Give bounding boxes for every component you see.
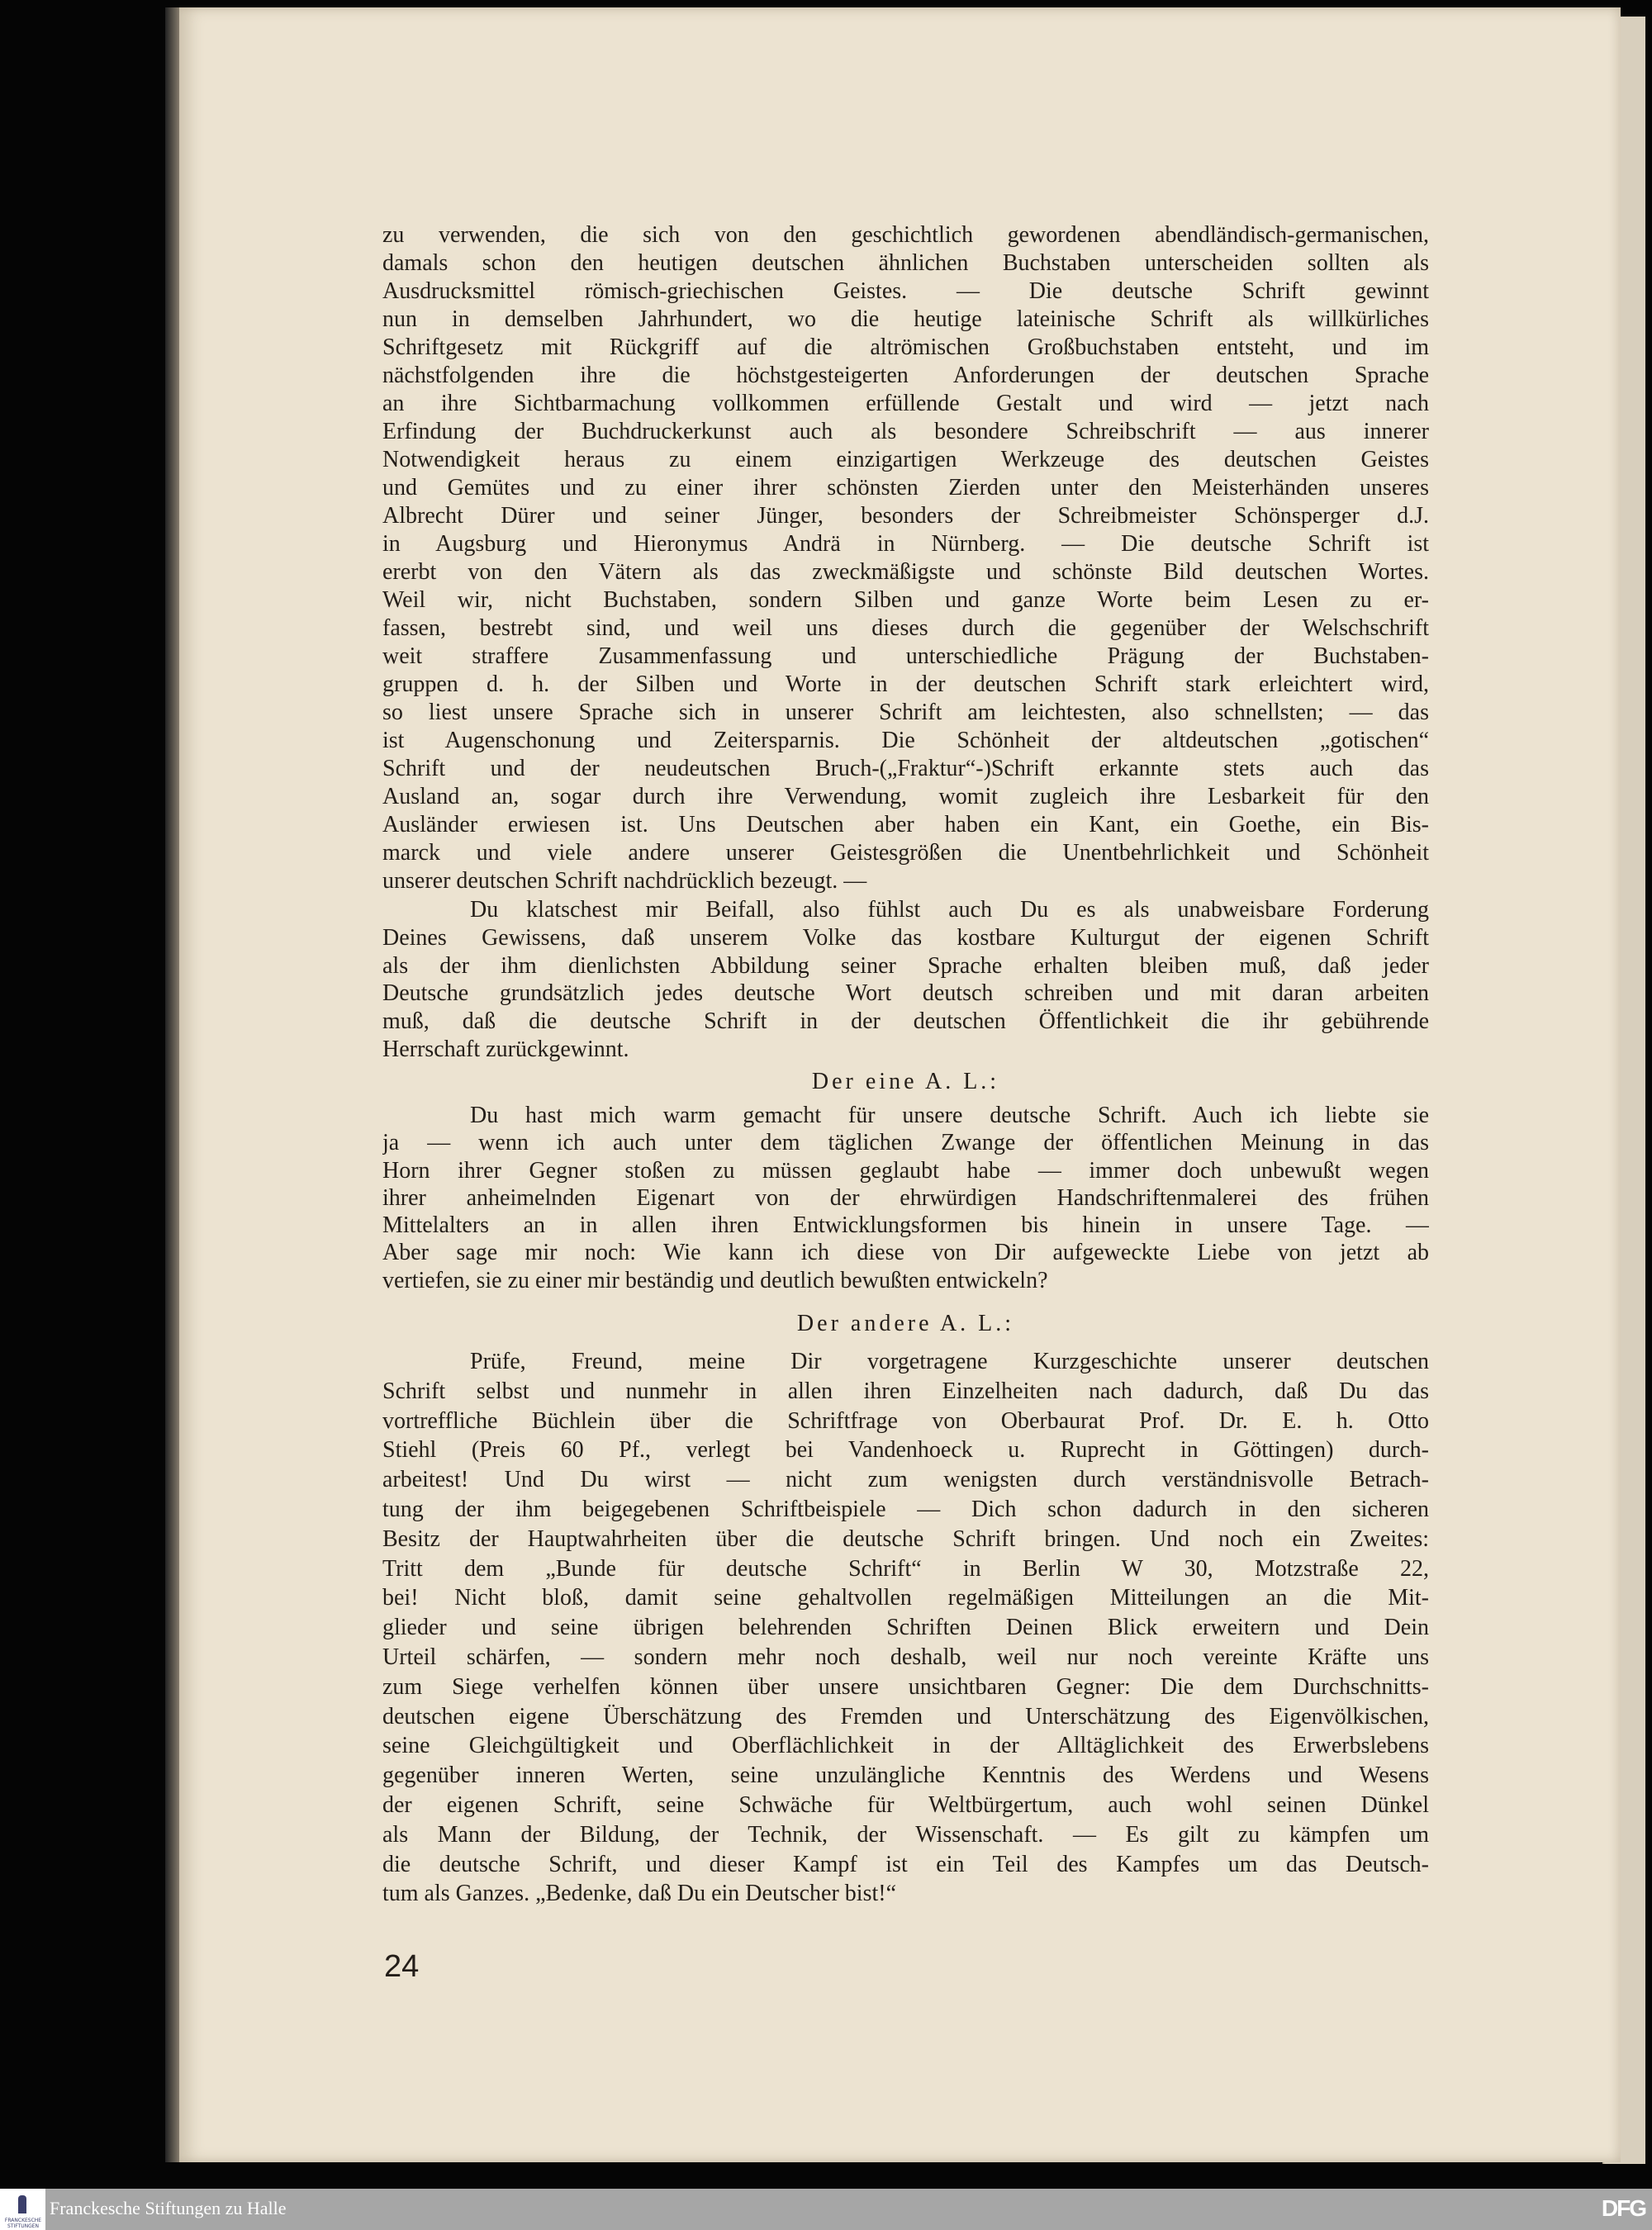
institution-logo	[0, 2189, 45, 2230]
institution-name: Franckesche Stiftungen zu Halle	[50, 2198, 287, 2218]
text-line: arbeitest! Und Du wirst — nicht zum wenigsten durch verständnisvolle Betrach-	[382, 1467, 1429, 1493]
text-line: der eigenen Schrift, seine Schwäche für Weltbürgertum, auch wohl seinen Dünkel	[382, 1791, 1429, 1818]
text-line: Prüfe, Freund, meine Dir vorgetragene Kurzgeschichte unserer deutschen	[470, 1349, 1429, 1374]
text-line: zu verwenden, die sich von den geschichtlich gewordenen abendländisch-germanischen,	[382, 222, 1429, 248]
text-line: Notwendigkeit heraus zu einem einzigartigen Werkzeuge des deutschen Geistes	[382, 447, 1429, 472]
text-line: als der ihm dienlichsten Abbildung seiner Sprache erhalten bleiben muß, daß jeder	[382, 952, 1429, 979]
speaker-heading-1: Der eine A. L.:	[811, 1069, 1000, 1094]
text-line: unserer deutschen Schrift nachdrücklich bezeugt. —	[382, 868, 867, 894]
text-line: Du klatschest mir Beifall, also fühlst auch Du es als unabweisbare Forderung	[470, 897, 1429, 923]
paragraph-4	[382, 1347, 1429, 1909]
speaker-heading-2: Der andere A. L.:	[796, 1311, 1015, 1336]
text-line: Stiehl (Preis 60 Pf., verlegt bei Vandenhoeck u. Ruprecht in Göttingen) durch-	[382, 1437, 1429, 1464]
text-line: Tritt dem „Bunde für deutsche Schrift“ in Berlin W 30, Motzstraße 22,	[382, 1555, 1429, 1582]
text-line: nun in demselben Jahrhundert, wo die heutige lateinische Schrift als willkürliches	[382, 306, 1429, 332]
text-line: fassen, bestrebt sind, und weil uns dieses durch die gegenüber der Welschschrift	[382, 615, 1429, 641]
logo-figure-icon	[18, 2195, 26, 2213]
text-line: in Augsburg und Hieronymus Andrä in Nürnberg. — Die deutsche Schrift ist	[382, 531, 1429, 557]
page-number: 24	[384, 1949, 420, 1984]
text-line: vortreffliche Büchlein über die Schriftfrage von Oberbaurat Prof. Dr. E. h. Otto	[382, 1407, 1429, 1434]
text-line: tung der ihm beigegebenen Schriftbeispiele — Dich schon dadurch in den sicheren	[382, 1496, 1429, 1522]
text-line: Ausländer erwiesen ist. Uns Deutschen aber haben ein Kant, ein Goethe, ein Bis-	[382, 812, 1429, 837]
text-line: Ausland an, sogar durch ihre Verwendung, womit zugleich ihre Lesbarkeit für den	[382, 784, 1429, 809]
text-line: Deines Gewissens, daß unserem Volke das kostbare Kulturgut der eigenen Schrift	[382, 924, 1429, 951]
paragraph-3	[382, 1102, 1429, 1294]
text-line: deutschen eigene Überschätzung des Fremden und Unterschätzung des Eigenvölkischen,	[382, 1703, 1429, 1729]
paragraph-1	[382, 221, 1429, 895]
text-line: zum Siege verhelfen können über unsere unsichtbaren Gegner: Die dem Durchschnitts-	[382, 1673, 1429, 1700]
text-line: gruppen d. h. der Silben und Worte in der deutschen Schrift stark erleichtert wird,	[382, 671, 1429, 697]
text-line: ja — wenn ich auch unter dem täglichen Zwange der öffentlichen Meinung in das	[382, 1130, 1429, 1156]
text-line: damals schon den heutigen deutschen ähnlichen Buchstaben unterscheiden sollten als	[382, 250, 1429, 276]
text-line: ererbt von den Vätern als das zweckmäßigste und schönste Bild deutschen Wortes.	[382, 559, 1429, 585]
text-line: Ausdrucksmittel römisch-griechischen Geistes. — Die deutsche Schrift gewinnt	[382, 278, 1429, 304]
text-line: Mittelalters an in allen ihren Entwicklungsformen bis hinein in unsere Tage. —	[382, 1212, 1429, 1239]
text-line: Aber sage mir noch: Wie kann ich diese von Dir aufgeweckte Liebe von jetzt ab	[382, 1240, 1429, 1266]
text-line: Herrschaft zurückgewinnt.	[382, 1036, 629, 1062]
text-line: vertiefen, sie zu einer mir beständig und deutlich bewußten entwickeln?	[382, 1267, 1048, 1293]
text-line: gegenüber inneren Werten, seine unzulängliche Kenntnis des Werdens und Wesens	[382, 1763, 1429, 1789]
dfg-logo: DFG	[1601, 2195, 1645, 2221]
text-line: weit straffere Zusammenfassung und unterschiedliche Prägung der Buchstaben-	[382, 643, 1429, 669]
text-line: muß, daß die deutsche Schrift in der deutschen Öffentlichkeit die ihr gebührende	[382, 1008, 1429, 1035]
footer-bar	[0, 2189, 1652, 2230]
text-line: an ihre Sichtbarmachung vollkommen erfüllende Gestalt und wird — jetzt nach	[382, 391, 1429, 416]
text-line: nächstfolgenden ihre die höchstgesteigerten Anforderungen der deutschen Sprache	[382, 363, 1429, 388]
text-line: Albrecht Dürer und seiner Jünger, besonders der Schreibmeister Schönsperger d.J.	[382, 503, 1429, 529]
text-line: ihrer anheimelnden Eigenart von der ehrwürdigen Handschriftenmalerei des frühen	[382, 1184, 1429, 1211]
text-line: marck und viele andere unserer Geistesgrößen die Unentbehrlichkeit und Schönheit	[382, 840, 1429, 866]
text-line: so liest unsere Sprache sich in unserer Schrift am leichtesten, also schnellsten; — das	[382, 700, 1429, 725]
text-line: Urteil schärfen, — sondern mehr noch deshalb, weil nur noch vereinte Kräfte uns	[382, 1644, 1429, 1670]
text-line: Du hast mich warm gemacht für unsere deutsche Schrift. Auch ich liebte sie	[470, 1103, 1429, 1128]
text-line: Schrift und der neudeutschen Bruch-(„Fraktur“-)Schrift erkannte stets auch das	[382, 756, 1429, 781]
text-line: die deutsche Schrift, und dieser Kampf ist ein Teil des Kampfes um das Deutsch-	[382, 1851, 1429, 1877]
text-line: glieder und seine übrigen belehrenden Schriften Deinen Blick erweitern und Dein	[382, 1615, 1429, 1641]
text-line: Schriftgesetz mit Rückgriff auf die altrömischen Großbuchstaben entsteht, und im	[382, 334, 1429, 360]
text-line: Schrift selbst und nunmehr in allen ihren Einzelheiten nach dadurch, daß Du das	[382, 1378, 1429, 1404]
text-line: Besitz der Hauptwahrheiten über die deutsche Schrift bringen. Und noch ein Zweites:	[382, 1525, 1429, 1552]
logo-caption: FRANCKESCHE STIFTUNGEN	[4, 2218, 42, 2229]
page-edge-shadow	[165, 7, 180, 2162]
text-line: Erfindung der Buchdruckerkunst auch als besondere Schreibschrift — aus innerer	[382, 419, 1429, 444]
text-line: seine Gleichgültigkeit und Oberflächlichkeit in der Alltäglichkeit des Erwerbslebens	[382, 1733, 1429, 1759]
text-line: Horn ihrer Gegner stoßen zu müssen geglaubt habe — immer doch unbewußt wegen	[382, 1157, 1429, 1184]
text-line: als Mann der Bildung, der Technik, der Wissenschaft. — Es gilt zu kämpfen um	[382, 1821, 1429, 1848]
text-line: Deutsche grundsätzlich jedes deutsche Wort deutsch schreiben und mit daran arbeiten	[382, 980, 1429, 1007]
text-line: Weil wir, nicht Buchstaben, sondern Silben und ganze Worte beim Lesen zu er-	[382, 587, 1429, 613]
text-line: und Gemütes und zu einer ihrer schönsten Zierden unter den Meisterhänden unseres	[382, 475, 1429, 501]
text-line: ist Augenschonung und Zeitersparnis. Die Schönheit der altdeutschen „gotischen“	[382, 728, 1429, 753]
text-line: bei! Nicht bloß, damit seine gehaltvollen regelmäßigen Mitteilungen an die Mit-	[382, 1585, 1429, 1611]
text-line: tum als Ganzes. „Bedenke, daß Du ein Deutscher bist!“	[382, 1881, 897, 1907]
paragraph-2	[382, 896, 1429, 1064]
